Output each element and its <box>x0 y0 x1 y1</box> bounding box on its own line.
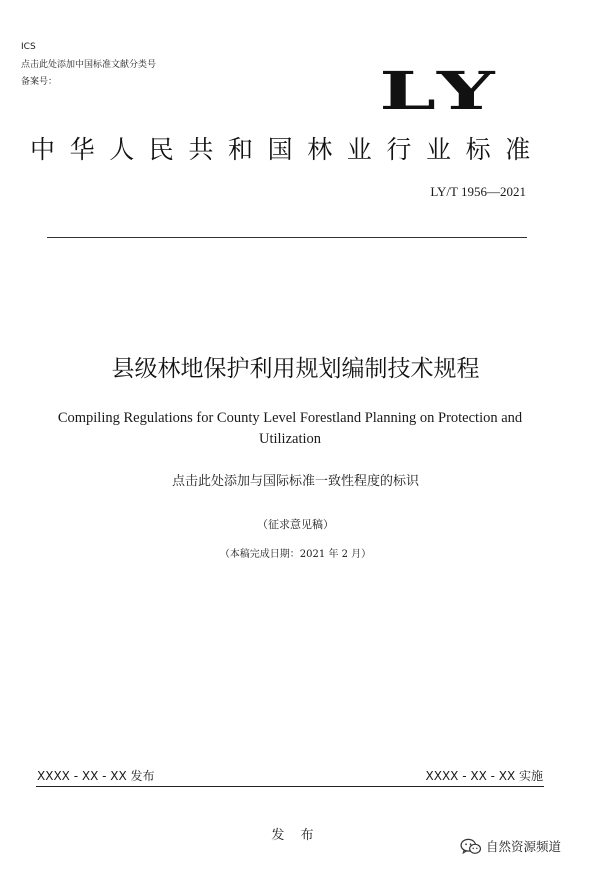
document-title-en: Compiling Regulations for County Level Forestland Planning on Protection and Utilization <box>57 410 523 447</box>
classification-placeholder: 点击此处添加中国标准文献分类号 <box>21 60 157 70</box>
conformity-placeholder: 点击此处添加与国际标准一致性程度的标识 <box>171 474 419 489</box>
footer-divider <box>36 786 544 787</box>
standard-category-title: 中华人民共和国林业行业标准 <box>30 135 545 164</box>
record-number-label: 备案号： <box>21 77 58 87</box>
watermark-text: 自然资源频道 <box>486 839 562 854</box>
channel-watermark <box>460 836 561 858</box>
ly-logo: LY <box>379 61 501 122</box>
standard-code: LY/T 1956—2021 <box>430 184 526 199</box>
draft-status: （征求意见稿） <box>257 518 334 531</box>
wechat-icon <box>460 838 482 856</box>
publisher-label: 发 布 <box>271 828 320 843</box>
release-date: XXXX - XX - XX 发布 <box>37 769 155 783</box>
implementation-date: XXXX - XX - XX 实施 <box>425 769 543 783</box>
header-divider <box>47 237 527 238</box>
document-title-cn: 县级林地保护利用规划编制技术规程 <box>111 356 480 382</box>
completion-date-note: （本稿完成日期：2021 年 2 月） <box>219 549 372 560</box>
ics-code: ICS <box>21 42 36 52</box>
